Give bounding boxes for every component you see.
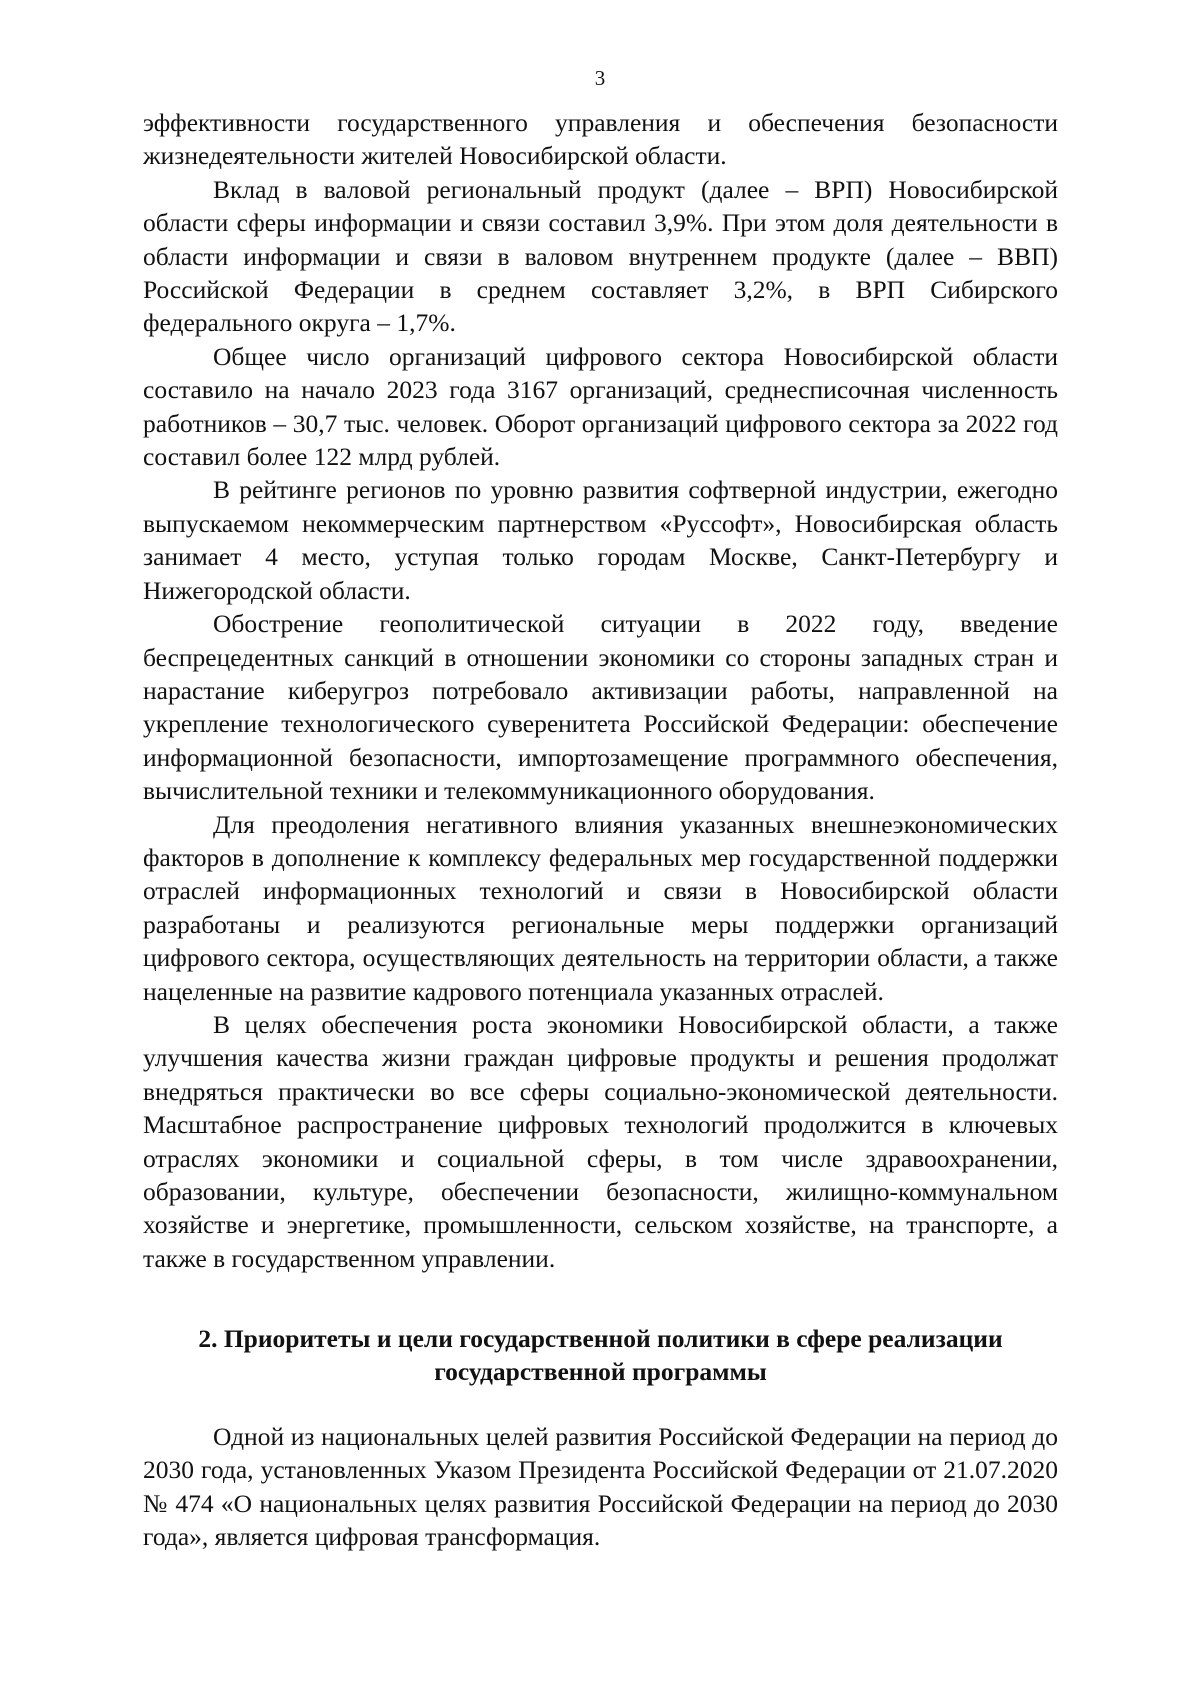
paragraph-russoft-rating: В рейтинге регионов по уровню развития софтверной индустрии, ежегодно выпускаемом некоммерческим партнерством «Руссофт», Новосибирская область занимает 4 место, уступая только городам Москве, Санкт-Петербургу и Нижегородской области. xyxy=(143,475,1058,605)
body-text xyxy=(143,106,1058,1275)
page-number: 3 xyxy=(594,66,606,90)
paragraph-economic-growth: В целях обеспечения роста экономики Новосибирской области, а также улучшения качества жизни граждан цифровые продукты и решения продолжат внедряться практически во все сферы социально-экономической деятельности. Масштабное распространение цифровых технологий продолжится в ключевых отраслях экономики и социальной сферы, в том числе здравоохранении, образовании, культуре, обеспечении безопасности, жилищно-коммунальном хозяйстве и энергетике, промышленности, сельском хозяйстве, на транспорте, а также в государственном управлении. xyxy=(143,1009,1058,1273)
paragraph-digital-sector-organizations: Общее число организаций цифрового сектора Новосибирской области составило на начало 2023 года 3167 организаций, среднесписочная численность работников – 30,7 тыс. человек. Оборот организаций цифрового сектора за 2022 год составил более 122 млрд рублей. xyxy=(143,341,1058,472)
paragraph-support-measures: Для преодоления негативного влияния указанных внешнеэкономических факторов в дополнение к комплексу федеральных мер государственной поддержки отраслей информационных технологий и связи в Новосибирской области разработаны и реализуются региональные меры поддержки организаций цифрового сектора, осуществляющих деятельность на территории области, а также нацеленные на развитие кадрового потенциала указанных отраслей. xyxy=(143,809,1058,1006)
paragraph-national-goals: Одной из национальных целей развития Российской Федерации на период до 2030 года, установленных Указом Президента Российской Федерации от 21.07.2020 № 474 «О национальных целях развития Российской Федерации на период до 2030 года», является цифровая трансформация. xyxy=(143,1422,1058,1552)
section-text xyxy=(143,1420,1058,1554)
section-heading: 2. Приоритеты и цели государственной политики в сфере реализации государственной программы xyxy=(198,1324,1003,1387)
paragraph-geopolitical-situation: Обострение геополитической ситуации в 2022 году, введение беспрецедентных санкций в отношении экономики со стороны западных стран и нарастание киберугроз потребовало активизации работы, направленной на укрепление технологического суверенитета Российской Федерации: обеспечение информационной безопасности, импортозамещение программного обеспечения, вычислительной техники и телекоммуникационного оборудования. xyxy=(143,609,1058,806)
paragraph-grp-contribution: Вклад в валовой региональный продукт (далее – ВРП) Новосибирской области сферы информации и связи составил 3,9%. При этом доля деятельности в области информации и связи в валовом внутреннем продукте (далее – ВВП) Российской Федерации в среднем составляет 3,2%, в ВРП Сибирского федерального округа – 1,7%. xyxy=(143,174,1058,338)
paragraph-continuation: эффективности государственного управления и обеспечения безопасности жизнедеятельности жителей Новосибирской области. xyxy=(143,108,1058,171)
